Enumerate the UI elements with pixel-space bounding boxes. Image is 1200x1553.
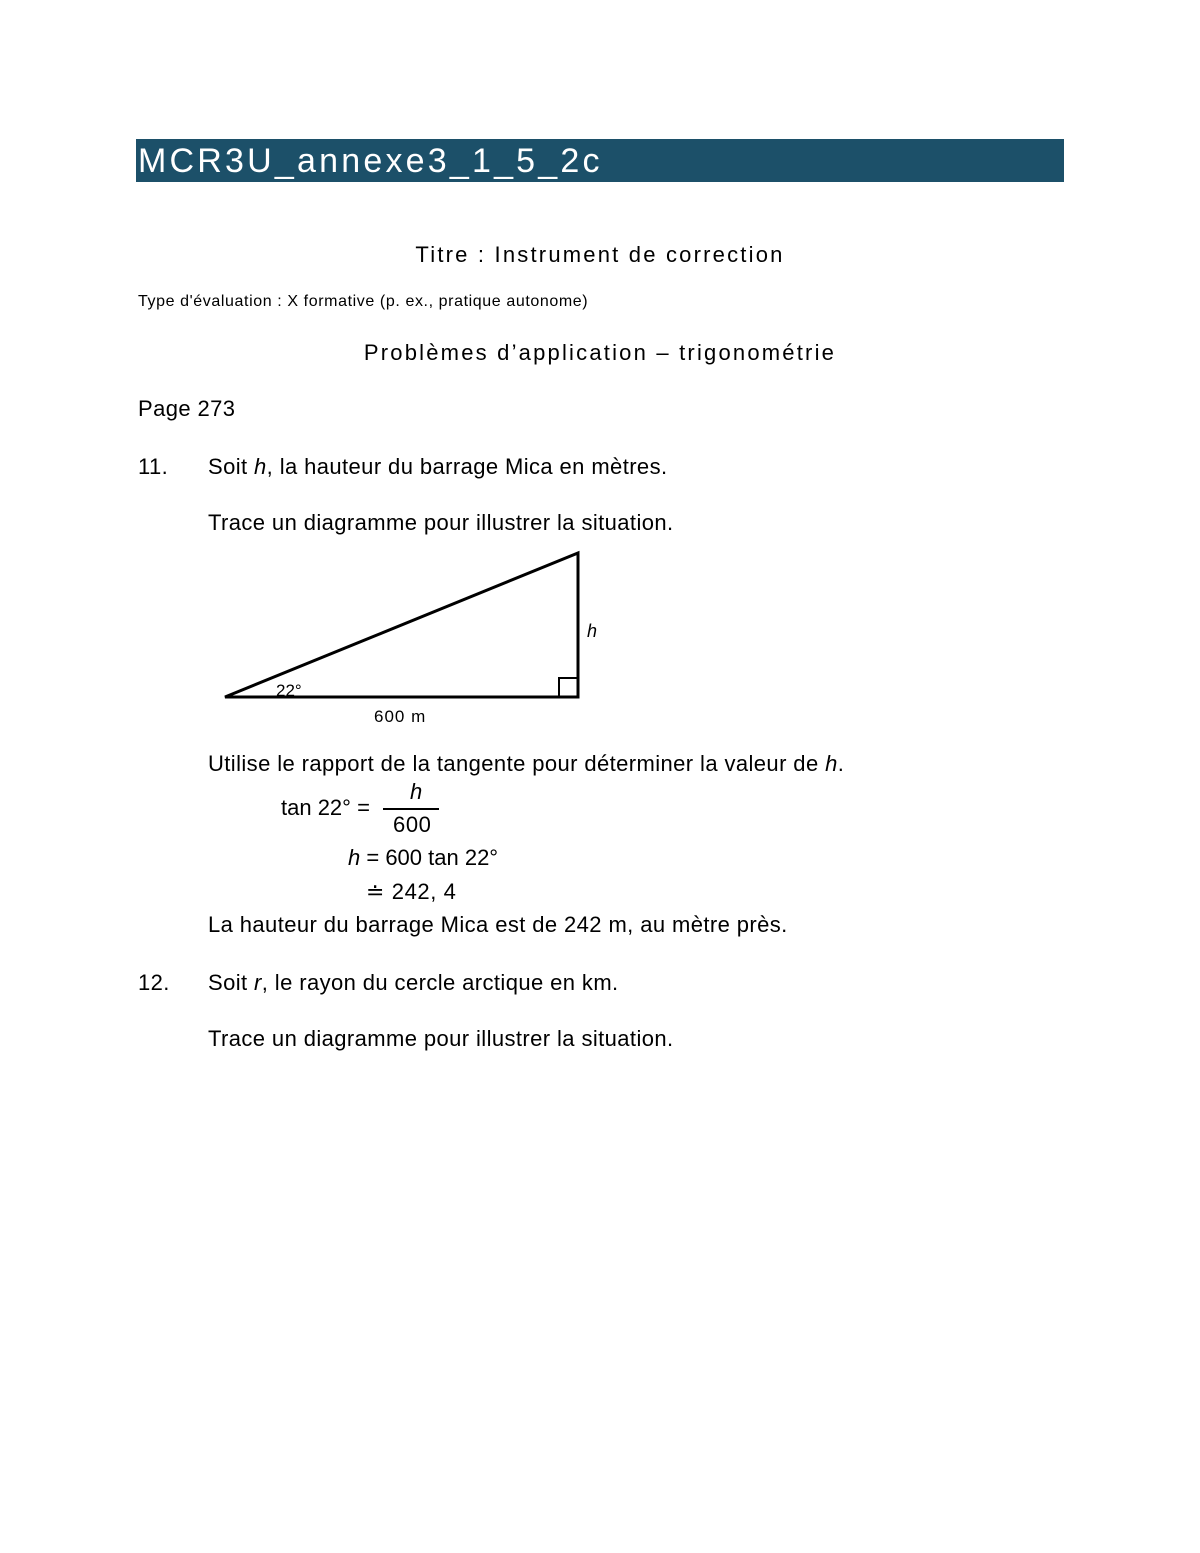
page-label: Page 273	[138, 396, 236, 421]
question-12-statement	[208, 970, 619, 996]
question-12-number: 12.	[138, 970, 170, 995]
equation-1-lhs: tan 22° =	[281, 795, 370, 820]
equation-1-denominator: 600	[393, 812, 432, 837]
q11-tan-post: .	[837, 751, 845, 776]
right-triangle	[225, 553, 578, 697]
right-angle-marker	[559, 678, 578, 697]
subject-title: Problèmes d’application – trigonométrie	[363, 340, 837, 365]
height-label: h	[587, 621, 598, 641]
q12-stmt-pre: Soit	[208, 970, 255, 995]
base-label: 600 m	[374, 707, 427, 726]
q11-tan-pre: Utilise le rapport de la tangente pour déterminer la valeur de	[208, 751, 826, 776]
document-title: Titre : Instrument de correction	[415, 242, 785, 267]
evaluation-type: Type d'évaluation : X formative (p. ex., pratique autonome)	[138, 293, 589, 310]
fraction-bar	[383, 808, 439, 810]
equation-1-numerator: h	[410, 779, 423, 804]
angle-label: 22°	[276, 681, 302, 700]
equation-2	[348, 845, 498, 871]
q11-tan-var: h	[825, 751, 838, 776]
document-code: MCR3U_annexe3_1_5_2c	[138, 142, 603, 180]
equation-2-var: h	[348, 845, 361, 870]
q11-stmt-post: , la hauteur du barrage Mica en mètres.	[266, 454, 668, 479]
question-11-answer: La hauteur du barrage Mica est de 242 m, au mètre près.	[208, 912, 788, 937]
q12-var-r: r	[254, 970, 262, 995]
question-11-number: 11.	[138, 454, 169, 479]
q11-stmt-pre: Soit	[208, 454, 255, 479]
equation-2-rest: = 600 tan 22°	[360, 845, 499, 870]
question-11-tangent-instruction	[208, 751, 844, 777]
question-11-instruction: Trace un diagramme pour illustrer la situation.	[208, 510, 674, 535]
q11-var-h: h	[254, 454, 267, 479]
equation-3: ≐ 242, 4	[366, 879, 457, 904]
q12-stmt-post: , le rayon du cercle arctique en km.	[261, 970, 619, 995]
question-12-instruction: Trace un diagramme pour illustrer la situation.	[208, 1026, 674, 1051]
